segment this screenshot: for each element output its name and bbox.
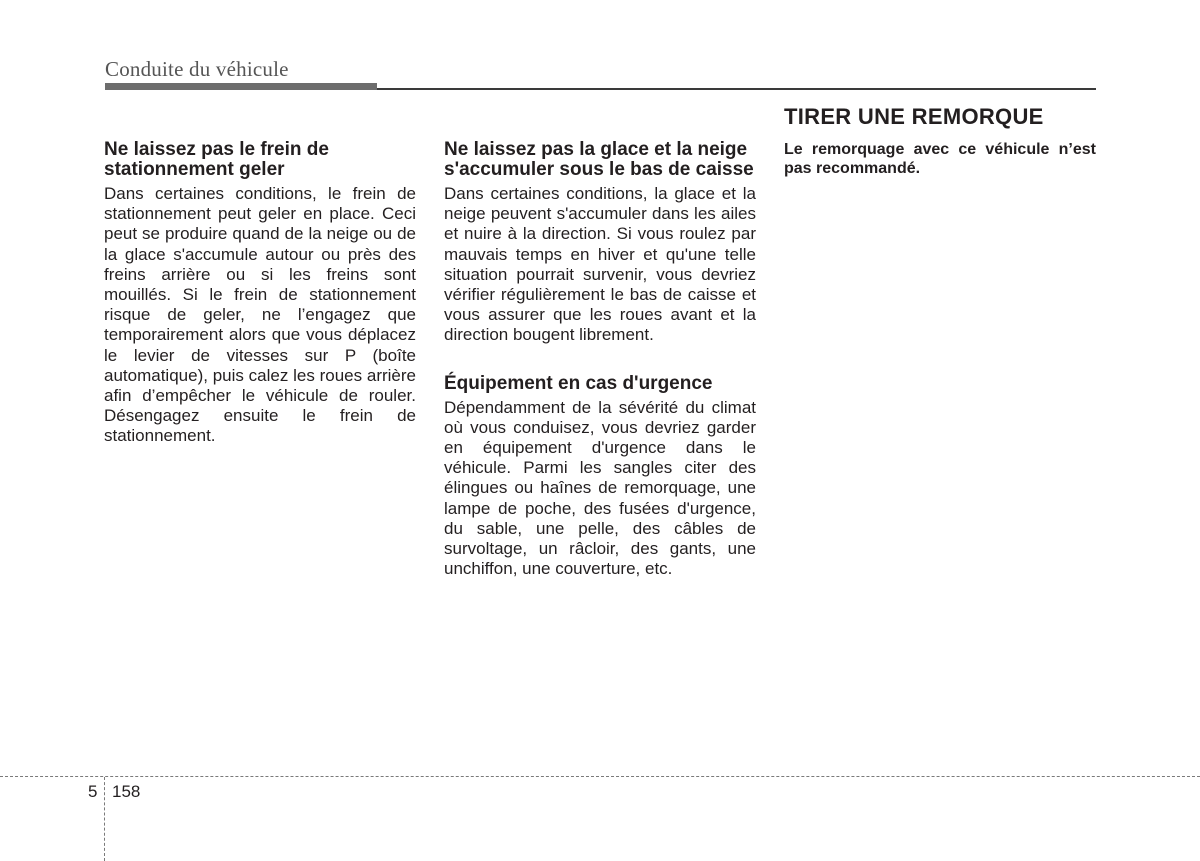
- left-column: [104, 140, 416, 447]
- section-gap: [444, 346, 756, 374]
- running-header: Conduite du véhicule: [105, 57, 289, 81]
- ice-snow-text: Dans certaines conditions, la glace et la neige peuvent s'accumuler dans les ailes et nuire à la direction. Si vous roulez par mauvais temps en hiver et qu'une telle situation pourrait survenir, vous devriez vérifier régulièrement le bas de caisse et vous assurer que les roues avant et la direction bougent librement.: [444, 184, 756, 345]
- towing-note: Le remorquage avec ce véhicule n’est pas recommandé.: [784, 141, 1096, 177]
- middle-column: [444, 140, 756, 579]
- towing-section-title: TIRER UNE REMORQUE: [784, 104, 1044, 129]
- emergency-equipment-heading: Équipement en cas d'urgence: [444, 372, 713, 394]
- parking-brake-text: Dans certaines conditions, le frein de stationnement peut geler en place. Ceci peut se produire quand de la neige ou de la glace s'accumule autour ou près des freins arrière ou si les freins sont mouillés. Si le frein de stationnement risque de geler, ne l’engagez que temporairement alors que vous déplacez le levier de vitesses sur P (boîte automatique), puis calez les roues arrière afin d’empêcher le véhicule de rouler. Désengagez ensuite le frein de stationnement.: [104, 184, 416, 446]
- page-number: 158: [112, 782, 141, 801]
- footer-rule: [0, 776, 1200, 777]
- parking-brake-heading: Ne laissez pas le frein de stationnement geler: [104, 139, 329, 180]
- right-column: [784, 104, 1096, 178]
- ice-snow-heading: Ne laissez pas la glace et la neige s'accumuler sous le bas de caisse: [444, 139, 754, 180]
- emergency-equipment-text: Dépendamment de la sévérité du climat où vous conduisez, vous devriez garder en équipement d'urgence dans le véhicule. Parmi les sangles citer des élingues ou haînes de remorquage, une lampe de poche, des fusées d'urgence, du sable, une pelle, des câbles de survoltage, un râcloir, des gants, une unchiffon, une couverture, etc.: [444, 397, 756, 579]
- footer-divider: [104, 777, 105, 861]
- chapter-number: 5: [88, 782, 98, 801]
- header-rule-accent: [105, 83, 377, 90]
